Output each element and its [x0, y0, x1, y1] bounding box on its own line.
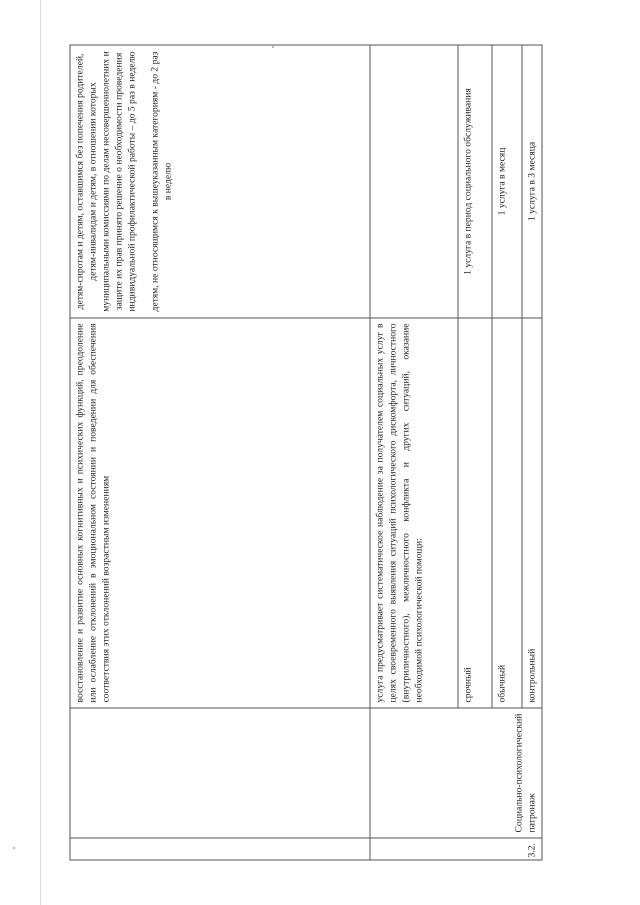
table-row-previous [70, 45, 370, 860]
cell-description-previous: восстановление и развитие основных когнитивных и психических функций, преодоление или ослабление отклонений в эмоциональном состоянии и поведении для обеспечения соответствия этих отклонений возрастным изменениям [70, 318, 370, 708]
rotated-page-content [70, 46, 538, 861]
cell-subtype-label: срочный [458, 318, 492, 708]
cell-service-number: 3.2. [370, 838, 542, 860]
cell-subtype-label: обычный [492, 318, 522, 708]
cell-service-frequency-empty [370, 45, 458, 318]
frequency-paragraph-2: детям, не относящимся к вышеуказанным категориям - до 2 раз в неделю [149, 51, 174, 312]
scan-edge-line [40, 0, 41, 905]
services-table [70, 45, 543, 861]
scan-dot [13, 847, 15, 849]
table-row-service-header [370, 45, 458, 860]
cell-title-empty [70, 708, 370, 838]
frequency-paragraph-1: детям-сиротам и детям, оставшимся без попечения родителей, детям-инвалидам и детям, в отношении которых муниципальными комиссиями по делам несовершеннолетних и защите их прав принято решение о необходимости проведения индивидуальной профилактической работы – до 5 раз в неделю [74, 51, 138, 312]
cell-subtype-frequency: 1 услуга в 3 месяца [522, 45, 542, 318]
cell-subtype-frequency: 1 услуга в месяц [492, 45, 522, 318]
cell-frequency-previous [70, 45, 370, 318]
cell-service-description: услуга предусматривает систематическое наблюдение за получателем социальных услуг в целях своевременного выявления ситуаций психологического дискомфорта, личностного (внутриличностного), межличностного конфликта и других ситуаций, оказание необходимой психологической помощи: [370, 318, 458, 708]
cell-subtype-label: контрольный [522, 318, 542, 708]
cell-number-empty [70, 838, 370, 860]
cell-subtype-frequency: 1 услуга в период социального обслуживания [458, 45, 492, 318]
cell-service-title: Социально-психологический патронаж [370, 708, 542, 838]
